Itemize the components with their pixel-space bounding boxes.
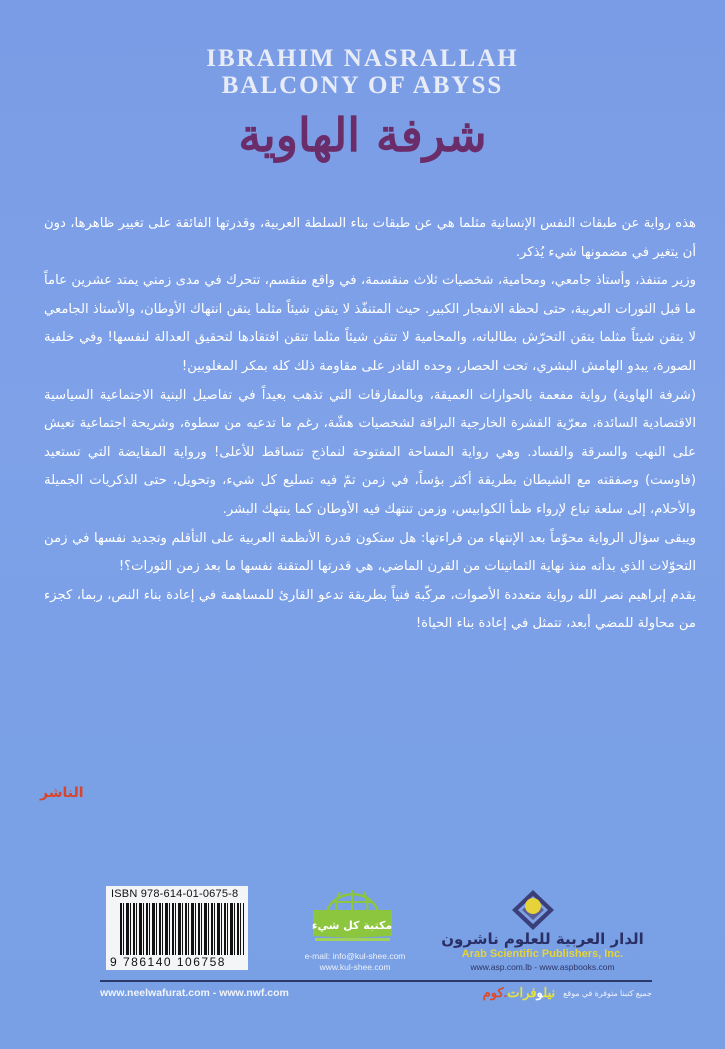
logo-part-furat: فرات	[507, 985, 537, 1000]
blurb-paragraph: هذه رواية عن طبقات النفس الإنسانية مثلما هي عن طبقات بناء السلطة العربية، وقدرتها الفائقة على تغيير ظاهرها، دون أن يتغير في مضمونها شيء يُذكر.	[44, 216, 696, 260]
asp-name-ar: الدار العربية للعلوم ناشرون	[441, 930, 644, 948]
logo-part-neel: نيل	[543, 985, 556, 1000]
globe-book-icon	[305, 886, 400, 948]
barcode-icon	[120, 903, 244, 955]
kul-shee-website[interactable]: www.kul-shee.com	[319, 962, 391, 972]
neel-wa-furat-logo	[483, 985, 555, 1001]
footer-divider	[100, 980, 652, 982]
footer	[100, 985, 652, 1001]
asp-name-en: Arab Scientific Publishers, Inc.	[461, 948, 624, 960]
author-name-en: IBRAHIM NASRALLAH	[206, 45, 519, 72]
book-title-en: BALCONY OF ABYSS	[221, 72, 504, 99]
blurb-paragraph: يقدم إبراهيم نصر الله رواية متعددة الأصوات، مركّبة فنياً بطريقة تدعو القارئ للمساهمة في إعادة بناء النص، ربما، كجزء من محاولة للمضي أبعد، تتمثل في إعادة بناء الحياة!	[44, 587, 696, 632]
kul-shee-email[interactable]: e-mail: info@kul-shee.com	[304, 951, 406, 961]
blurb-paragraph: (شرفة الهاوية) رواية مفعمة بالحوارات العميقة، وبالمفارقات التي تذهب بعيداً في تفاصيل البنية الاجتماعية السياسية الاقتصادية السائدة، معرّية القشرة الخارجية البراقة لشخصيات هشّة، رغم ما تدعيه من سطوة، وشريحة اجتماعية تعيش على النهب والسرقة والفساد. وهي رواية المساحة المفتوحة لنماذج تتساقط للأعلى! ورواية المقايضة التي تستعيد (فاوست) وصفقته مع الشيطان بطريقة أكثر بؤساً، في زمن تمّ فيه تسليع كل شيء، وتحويل، حتى الذكريات الجميلة والأحلام، إلى سلعة تباع لإرواء ظمأ الكوابيس، وزمن تنتهك فيه الأوطان كما ينتهك البشر.	[44, 387, 696, 517]
isbn-label: ISBN 978-614-01-0675-8	[111, 888, 239, 900]
logo-part-com: .كوم	[482, 985, 508, 1000]
kul-shee-contact	[285, 951, 425, 973]
isbn-barcode-block	[106, 886, 248, 970]
svg-text:مكتبة كل شيء: مكتبة كل شيء	[311, 919, 393, 932]
cover-header	[0, 45, 725, 165]
book-title-ar: شرفة الهاوية	[238, 108, 487, 162]
logo-part-wa: و	[536, 985, 544, 1000]
asp-websites[interactable]: www.asp.com.lb - www.aspbooks.com	[470, 962, 615, 972]
kul-shee-logo	[305, 886, 400, 948]
diamond-sun-icon	[508, 888, 558, 933]
footer-websites[interactable]: www.neelwafurat.com - www.nwf.com	[100, 987, 289, 999]
footer-availability	[483, 985, 652, 1001]
asp-logo	[508, 888, 558, 933]
availability-note: جميع كتبنا متوفرة في موقع	[563, 988, 652, 998]
blurb-paragraph: وزير متنفذ، وأستاذ جامعي، ومحامية، شخصيات ثلاث منقسمة، في واقع منقسم، تتحرك في مدى زمني يمتد عشرين عاماً ما قبل الثورات العربية، حتى لحظة الانفجار الكبير. حيث المتنفّذ لا يتقن شيئاً مثلما يتقن انتهاك الأوطان، والأستاذ الجامعي لا يتقن شيئاً مثلما يتقن التحرّش بطالباته، والمحامية لا تتقن شيئاً مثلما تتقن افتقادها لتحقيق العدالة لنفسها! وفي خلفية الصورة، يبدو الهامش البشري، تحت الحصار، وحده القادر على مقاومة ذلك كله بمكر المغلوبين!	[44, 273, 696, 374]
isbn-digits: 9 786140 106758	[110, 955, 226, 969]
blurb-paragraph: ويبقى سؤال الرواية محوّماً بعد الإنتهاء من قراءتها: هل ستكون قدرة الأنظمة العربية على التأقلم وتجديد نفسها في زمن التحوّلات الذي بدأته منذ نهاية الثمانينات من القرن الماضي، هي قدرتها المتقنة نفسها ما بعد زمن الثورات؟!	[44, 530, 696, 575]
blurb	[44, 210, 696, 639]
publisher-signature: الناشر	[40, 785, 84, 801]
